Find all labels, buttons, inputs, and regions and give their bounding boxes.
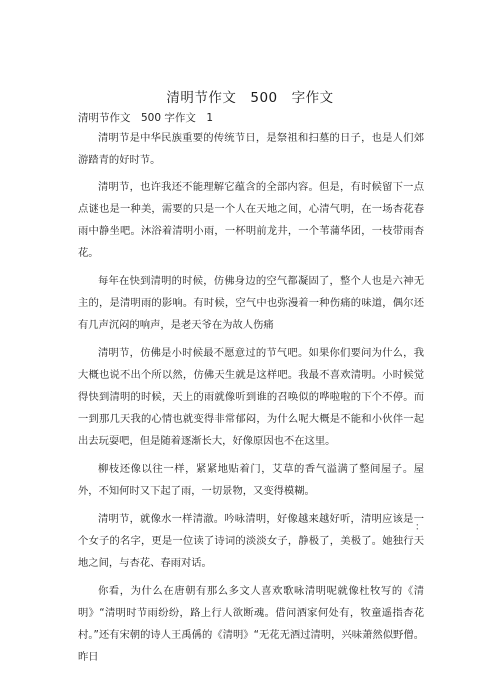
document-title: 清明节作文 500 字作文: [166, 90, 334, 106]
paragraph: 清明节，就像水一样清澈。吟咏清明，好像越来越好听，清明应该是一个女子的名字，更是一位读了诗词的淡淡女子，静极了，美极了。她独行天地之间，与杏花、春雨对话。: [78, 513, 424, 569]
paragraph: 清明节是中华民族重要的传统节日，是祭祖和扫墓的日子，也是人们郊游踏青的好时节。: [78, 132, 424, 166]
document-subtitle: 清明节作文 500 字作文 1: [78, 112, 214, 124]
side-marker: ：: [415, 522, 425, 533]
paragraph: 清明节，仿佛是小时候最不愿意过的节气吧。如果你们要问为什么，我大概也说不出个所以然，仿佛天生就是这样吧。我最不喜欢清明。小时候觉得快到清明的时候，天上的雨就像听到谁的召唤似的哗啦啦的下个不停。而一到那几天我的心情也就变得非常郁闷，为什么呢大概是不能和小伙伴一起出去玩耍吧，但是随着逐渐长大，好像原因也不在这里。: [78, 347, 424, 447]
paragraph: 柳枝还像以往一样，紧紧地贴着门，艾草的香气溢满了整间屋子。屋外，不知何时又下起了雨，一切景物，又变得模糊。: [78, 463, 424, 497]
paragraph: 清明节，也许我还不能理解它蕴含的全部内容。但是，有时候留下一点点谜也是一种美，需要的只是一个人在天地之间，心清气明，在一场杏花春雨中静坐吧。沐浴着清明小雨，一杯明前龙井，一个苇蒲华团，一枝带雨杏花。: [78, 181, 424, 259]
paragraph: 每年在快到清明的时候，仿佛身边的空气都凝固了，整个人也是六神无主的，是清明雨的影响。有时候，空气中也弥漫着一种伤痛的味道，偶尔还有几声沉闷的响声，是老天爷在为故人伤痛: [78, 275, 424, 331]
document-body: [78, 127, 424, 674]
paragraph: 你看，为什么在唐朝有那么多文人喜欢歌咏清明呢就像杜牧写的《清明》“清明时节雨纷纷，路上行人欲断魂。借问酒家何处有，牧童遥指杏花村。”还有宋朝的诗人王禹偁的《清明》“无花无酒过清明，兴味萧然似野僧。昨日: [78, 585, 424, 663]
